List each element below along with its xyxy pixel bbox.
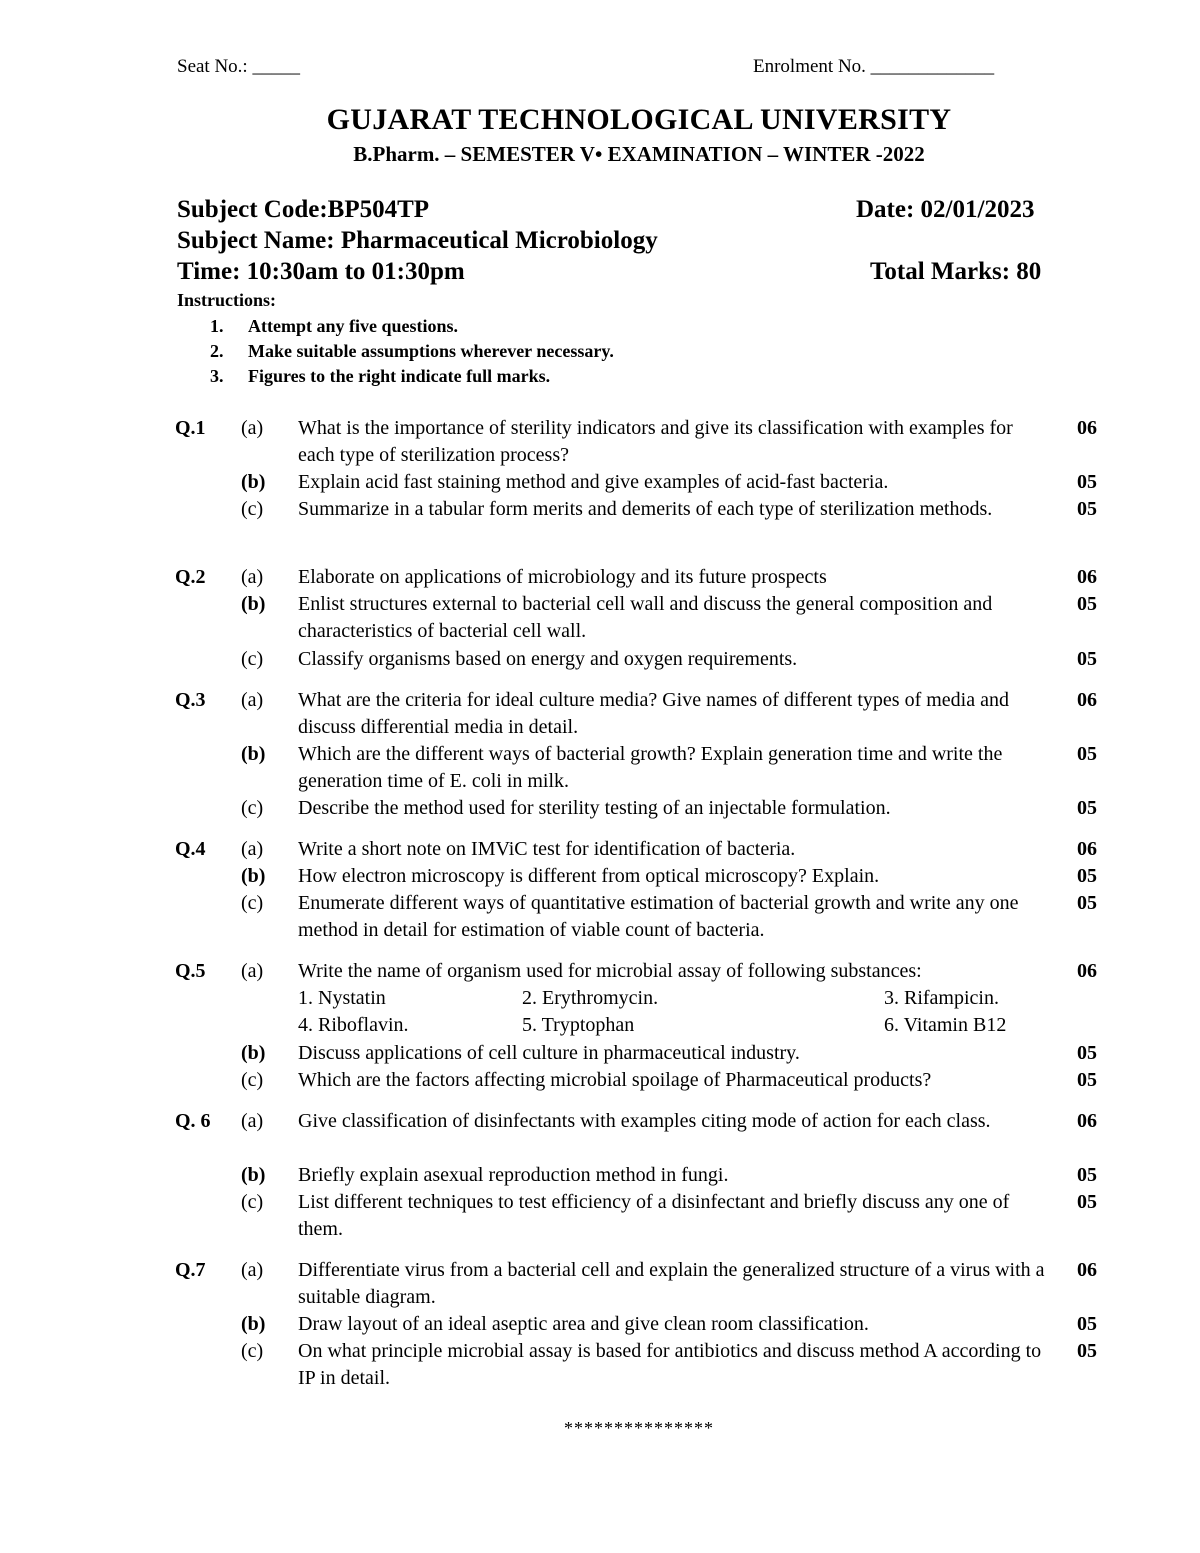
instruction-item — [210, 339, 614, 364]
part-marks: 06 — [1077, 960, 1097, 982]
part-label: (a) — [241, 689, 264, 711]
part-label: (a) — [241, 1110, 264, 1132]
question-number: Q.1 — [175, 417, 206, 439]
part-marks: 05 — [1077, 593, 1097, 615]
part-text: Which are the factors affecting microbial spoilage of Pharmaceutical products? — [298, 1069, 932, 1091]
part-marks: 05 — [1077, 471, 1097, 493]
part-text: Enumerate different ways of quantitative estimation of bacterial growth and write any one method in detail for estimation of viable count of bacteria. — [298, 892, 1019, 941]
part-text: Write the name of organism used for microbial assay of following substances: — [298, 960, 922, 982]
subject-name: Subject Name: Pharmaceutical Microbiology — [177, 227, 658, 254]
total-marks: Total Marks: 80 — [870, 258, 1042, 285]
end-of-paper-stars: *************** — [564, 1418, 714, 1438]
instruction-number: 2. — [210, 341, 224, 361]
part-text: Write a short note on IMViC test for identification of bacteria. — [298, 838, 796, 860]
substance-item: 5. Tryptophan — [522, 1014, 635, 1036]
part-marks: 05 — [1077, 1340, 1097, 1362]
part-marks: 06 — [1077, 417, 1097, 439]
part-text: What are the criteria for ideal culture media? Give names of different types of media and discuss differential media in detail. — [298, 689, 1009, 738]
exam-line: B.Pharm. – SEMESTER V• EXAMINATION – WINTER -2022 — [353, 142, 925, 166]
part-text: Classify organisms based on energy and oxygen requirements. — [298, 648, 798, 670]
part-label: (a) — [241, 838, 264, 860]
part-label: (b) — [241, 1164, 266, 1186]
part-text: Describe the method used for sterility testing of an injectable formulation. — [298, 797, 891, 819]
part-marks: 05 — [1077, 1164, 1097, 1186]
part-label: (b) — [241, 743, 266, 765]
part-marks: 05 — [1077, 797, 1097, 819]
seat-number-field: Seat No.: _____ — [177, 56, 300, 77]
part-marks: 05 — [1077, 743, 1097, 765]
part-label: (a) — [241, 960, 264, 982]
part-text: Differentiate virus from a bacterial cell and explain the generalized structure of a virus with a suitable diagram. — [298, 1259, 1045, 1308]
part-marks: 06 — [1077, 1259, 1097, 1281]
part-text: Give classification of disinfectants with examples citing mode of action for each class. — [298, 1110, 991, 1132]
instructions-list — [210, 314, 614, 389]
part-marks: 05 — [1077, 1191, 1097, 1213]
instruction-text: Attempt any five questions. — [248, 316, 458, 336]
part-marks: 05 — [1077, 865, 1097, 887]
part-text: Which are the different ways of bacterial growth? Explain generation time and write the generation time of E. coli in milk. — [298, 743, 1003, 792]
part-text: Briefly explain asexual reproduction method in fungi. — [298, 1164, 729, 1186]
part-label: (b) — [241, 865, 266, 887]
part-label: (a) — [241, 417, 264, 439]
question-number: Q.5 — [175, 960, 206, 982]
part-label: (c) — [241, 797, 264, 819]
part-label: (c) — [241, 498, 264, 520]
instruction-number: 1. — [210, 316, 224, 336]
university-title: GUJARAT TECHNOLOGICAL UNIVERSITY — [326, 103, 952, 136]
question-number: Q.2 — [175, 566, 206, 588]
part-text: Summarize in a tabular form merits and demerits of each type of sterilization methods. — [298, 498, 993, 520]
part-marks: 05 — [1077, 1313, 1097, 1335]
question-number: Q.3 — [175, 689, 206, 711]
part-label: (b) — [241, 593, 266, 615]
exam-date: Date: 02/01/2023 — [856, 196, 1035, 223]
part-marks: 06 — [1077, 566, 1097, 588]
question-number: Q.4 — [175, 838, 206, 860]
part-marks: 06 — [1077, 838, 1097, 860]
part-marks: 06 — [1077, 689, 1097, 711]
part-label: (b) — [241, 471, 266, 493]
part-label: (c) — [241, 648, 264, 670]
question-number: Q.7 — [175, 1259, 206, 1281]
subject-code: Subject Code:BP504TP — [177, 196, 430, 223]
question-number: Q. 6 — [175, 1110, 211, 1132]
part-label: (a) — [241, 1259, 264, 1281]
instructions-heading: Instructions: — [177, 290, 277, 310]
substance-item: 6. Vitamin B12 — [884, 1014, 1007, 1036]
instruction-text: Make suitable assumptions wherever necessary. — [248, 341, 614, 361]
instruction-item — [210, 364, 614, 389]
substance-item: 3. Rifampicin. — [884, 987, 999, 1009]
part-text: How electron microscopy is different from optical microscopy? Explain. — [298, 865, 880, 887]
enrolment-number-field: Enrolment No. _____________ — [753, 56, 995, 77]
part-text: List different techniques to test efficiency of a disinfectant and briefly discuss any one of them. — [298, 1191, 1010, 1240]
instruction-item — [210, 314, 614, 339]
part-marks: 05 — [1077, 1069, 1097, 1091]
part-text: Draw layout of an ideal aseptic area and give clean room classification. — [298, 1313, 869, 1335]
part-label: (b) — [241, 1042, 266, 1064]
substance-item: 4. Riboflavin. — [298, 1014, 409, 1036]
part-text: Enlist structures external to bacterial cell wall and discuss the general composition and characteristics of bacterial cell wall. — [298, 593, 993, 642]
instruction-text: Figures to the right indicate full marks. — [248, 366, 551, 386]
exam-time: Time: 10:30am to 01:30pm — [177, 258, 465, 285]
part-marks: 05 — [1077, 648, 1097, 670]
substance-item: 1. Nystatin — [298, 987, 386, 1009]
part-label: (c) — [241, 1340, 264, 1362]
part-label: (c) — [241, 1069, 264, 1091]
part-text: Discuss applications of cell culture in pharmaceutical industry. — [298, 1042, 800, 1064]
part-text: What is the importance of sterility indicators and give its classification with examples for each type of sterilization process? — [298, 417, 1013, 466]
part-marks: 05 — [1077, 498, 1097, 520]
part-text: On what principle microbial assay is based for antibiotics and discuss method A according to IP in detail. — [298, 1340, 1042, 1389]
part-text: Elaborate on applications of microbiology and its future prospects — [298, 566, 827, 588]
part-label: (c) — [241, 1191, 264, 1213]
part-text: Explain acid fast staining method and give examples of acid-fast bacteria. — [298, 471, 889, 493]
part-marks: 06 — [1077, 1110, 1097, 1132]
part-marks: 05 — [1077, 1042, 1097, 1064]
part-marks: 05 — [1077, 892, 1097, 914]
part-label: (c) — [241, 892, 264, 914]
substance-item: 2. Erythromycin. — [522, 987, 659, 1009]
part-label: (a) — [241, 566, 264, 588]
part-label: (b) — [241, 1313, 266, 1335]
instruction-number: 3. — [210, 366, 224, 386]
